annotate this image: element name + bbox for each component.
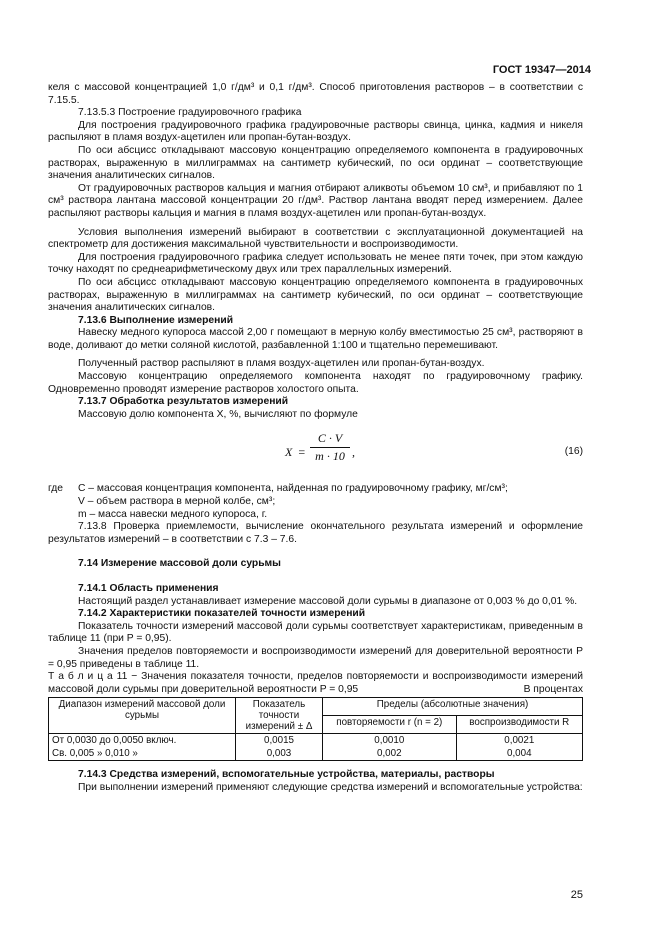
table-units: В процентах bbox=[523, 683, 583, 695]
paragraph: Полученный раствор распыляют в пламя воздух-ацетилен или пропан-бутан-воздух. bbox=[78, 358, 485, 370]
table-header: Показатель точности измерений ± Δ bbox=[236, 698, 323, 734]
formula-numerator: C · V bbox=[310, 432, 350, 448]
page-number: 25 bbox=[570, 889, 583, 901]
table-row bbox=[49, 734, 583, 748]
subsection-title: 7.13.5.3 Построение градуировочного графика bbox=[78, 107, 302, 119]
formula-denominator: m · 10 bbox=[315, 449, 345, 464]
paragraph: Навеску медного купороса массой 2,00 г помещают в мерную колбу вместимостью 25 см³, растворяют в воде, доливают до метки соляной кислотой, разбавленной 1:100 и тщательно перемешивают. bbox=[48, 327, 583, 351]
paragraph: Массовую долю компонента X, %, вычисляют по формуле bbox=[78, 408, 358, 420]
formula-number: (16) bbox=[564, 446, 583, 458]
definition: V – объем раствора в мерной колбе, см³; bbox=[78, 496, 276, 508]
table-cell: 0,0021 bbox=[456, 734, 582, 748]
paragraph: Массовую концентрацию определяемого компонента находят по градуировочному графику. Одновременно проводят измерение растворов холостого опыта. bbox=[48, 371, 583, 395]
table-row bbox=[49, 747, 583, 761]
paragraph: При выполнении измерений применяют следующие средства измерений и вспомогательные устройства: bbox=[78, 781, 583, 793]
variable-definitions bbox=[48, 483, 583, 521]
table-header: воспроизводимости R bbox=[456, 716, 582, 734]
paragraph: Условия выполнения измерений выбирают в соответствии с эксплуатационной документацией на спектрометр для достижения максимальной чувствительности и воспроизводимости. bbox=[48, 226, 583, 251]
formula-lhs: X = bbox=[285, 445, 306, 460]
paragraph: Для построения градуировочного графика следует использовать не менее пяти точек, при этом каждую точку находят по среднеарифметическому двух или трех параллельных измерений. bbox=[48, 251, 583, 276]
table-cell: 0,002 bbox=[323, 747, 457, 761]
definition: C – массовая концентрация компонента, найденная по градуировочному графику, мг/см³; bbox=[78, 483, 508, 495]
table-caption: Т а б л и ц а 11 − Значения показателя точности, пределов повторяемости и воспроизводимости измерений массовой доли сурьмы при доверительной вероятности P = 0,95 В процентах bbox=[48, 671, 583, 695]
section-heading: 7.13.7 Обработка результатов измерений bbox=[78, 396, 289, 408]
paragraph: По оси абсцисс откладывают массовую концентрацию определяемого компонента в градуировочных растворах, выраженную в миллиграммах на сантиметр кубический, по оси ординат – соответствующие значения аналитических сигналов. bbox=[48, 276, 583, 314]
section-heading: 7.14.2 Характеристики показателей точности измерений bbox=[78, 608, 366, 620]
table-cell: Св. 0,005 » 0,010 » bbox=[49, 747, 236, 761]
table-cell: 0,003 bbox=[236, 747, 323, 761]
accuracy-table bbox=[48, 697, 583, 761]
formula-comma: , bbox=[352, 445, 355, 460]
definition: m – масса навески медного купороса, г. bbox=[78, 508, 268, 520]
table-header: Пределы (абсолютные значения) bbox=[323, 698, 583, 716]
paragraph: Показатель точности измерений массовой доли сурьмы соответствует характеристикам, приведенным в таблице 11 (при P = 0,95). bbox=[48, 620, 583, 645]
paragraph: Для построения градуировочного графика градуировочные растворы свинца, цинка, кадмия и никеля распыляют в пламя воздух-ацетилен или пропан-бутан-воздух. bbox=[48, 119, 583, 144]
paragraph: Настоящий раздел устанавливает измерение массовой доли сурьмы в диапазоне от 0,003 % до 0,01 %. bbox=[78, 595, 578, 607]
table-header: Диапазон измерений массовой доли сурьмы bbox=[49, 698, 236, 734]
paragraph: Значения пределов повторяемости и воспроизводимости измерений для доверительной вероятности P = 0,95 приведены в таблице 11. bbox=[48, 645, 583, 670]
table-cell: 0,004 bbox=[456, 747, 582, 761]
paragraph: От градуировочных растворов кальция и магния отбирают аликвоты объемом 10 см³, и прибавляют по 1 см³ раствора лантана массовой концентрации 20 г/дм³. Раствор лантана вводят перед измерением. Далее распыляют растворы кальция и магния в пламя воздух-ацетилен или пропан-бутан-воздух. bbox=[48, 182, 583, 219]
formula-fraction bbox=[310, 432, 350, 462]
where-label: где bbox=[48, 483, 64, 495]
table-cell: 0,0015 bbox=[236, 734, 323, 748]
paragraph: келя с массовой концентрацией 1,0 г/дм³ и 0,1 г/дм³. Способ приготовления растворов – в соответствии с 7.15.5. bbox=[48, 82, 583, 106]
standard-header: ГОСТ 19347—2014 bbox=[492, 64, 591, 76]
table-cell: От 0,0030 до 0,0050 включ. bbox=[49, 734, 236, 748]
section-heading: 7.14 Измерение массовой доли сурьмы bbox=[78, 558, 281, 570]
section-heading: 7.14.1 Область применения bbox=[78, 583, 219, 594]
table-header: повторяемости r (n = 2) bbox=[323, 716, 457, 734]
paragraph: По оси абсцисс откладывают массовую концентрацию определяемого компонента в градуировочных растворах, выраженную в миллиграммах на сантиметр кубический, по оси ординат – соответствующие значения аналитических сигналов. bbox=[48, 144, 583, 182]
document-body bbox=[48, 82, 583, 795]
section-heading: 7.13.6 Выполнение измерений bbox=[78, 314, 234, 326]
table-cell: 0,0010 bbox=[323, 734, 457, 748]
formula bbox=[48, 429, 583, 477]
paragraph: 7.13.8 Проверка приемлемости, вычисление окончательного результата измерений и оформление результатов измерений – в соответствии с 7.3 – 7.6. bbox=[48, 521, 583, 545]
section-heading: 7.14.3 Средства измерений, вспомогательные устройства, материалы, растворы bbox=[78, 769, 495, 781]
